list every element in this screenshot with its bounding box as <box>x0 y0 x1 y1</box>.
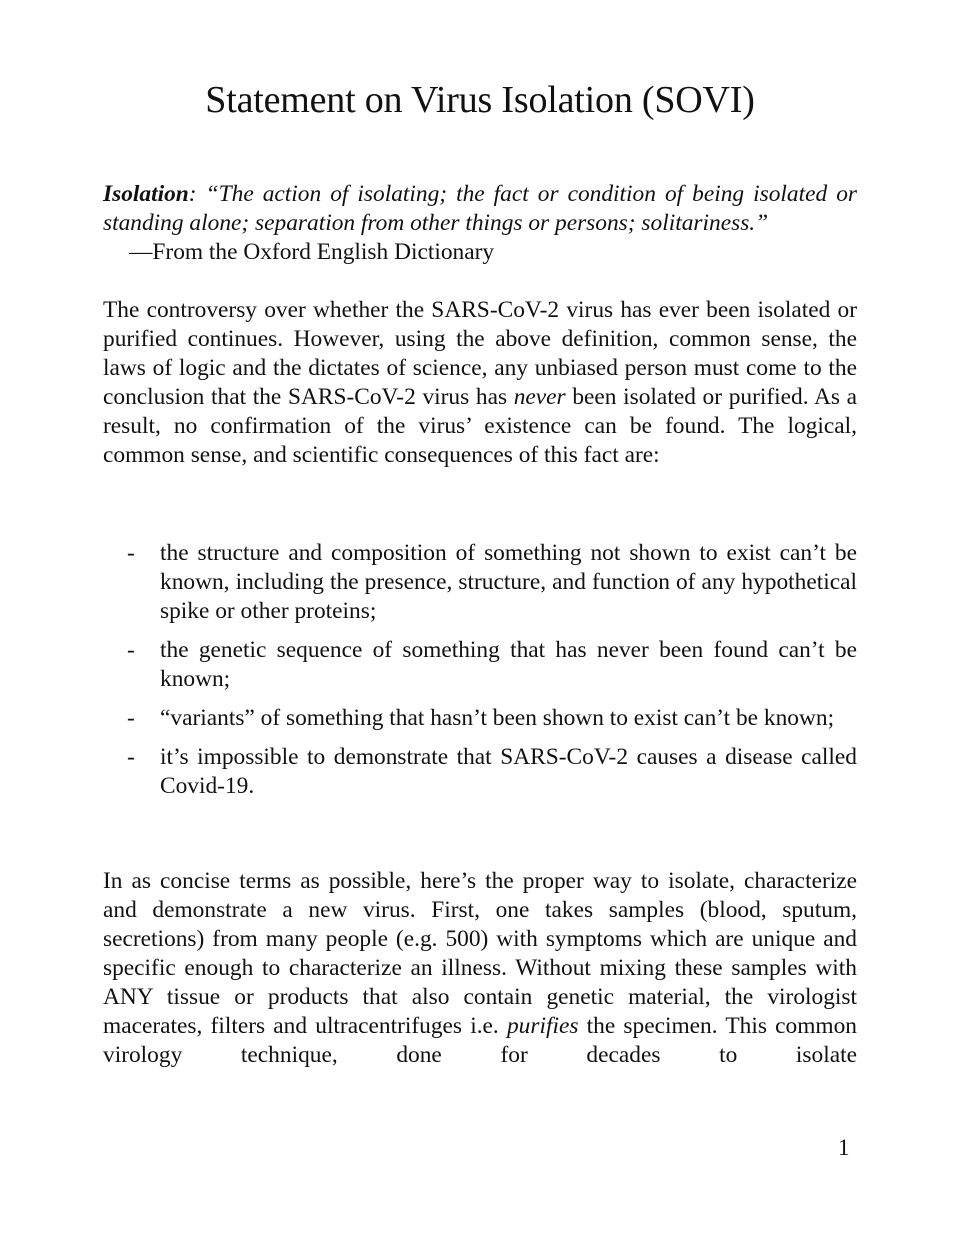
paragraph-intro <box>103 296 857 470</box>
definition-block <box>103 180 857 267</box>
paragraph-method-part2: the specimen. This common virology technique, done for decades to isolate <box>103 1013 858 1068</box>
list-item <box>103 636 857 694</box>
paragraph-method <box>103 867 857 1070</box>
definition-quote-block <box>103 180 857 238</box>
dash-bullet-icon: - <box>127 744 135 770</box>
list-item-text: the genetic sequence of something that has never been found can’t be known; <box>160 637 857 692</box>
paragraph-intro-part1: The controversy over whether the SARS-CoV-2 virus has ever been isolated or purified continues. However, using the above definition, common sense, the laws of logic and the dictates of science, any unbiased person must come to the conclusion that the SARS-CoV-2 virus has <box>103 297 857 410</box>
dash-bullet-icon: - <box>127 540 135 566</box>
definition-source: —From the Oxford English Dictionary <box>129 239 495 265</box>
list-item-text: “variants” of something that hasn’t been shown to exist can’t be known; <box>160 705 835 731</box>
list-item <box>103 539 857 626</box>
paragraph-intro-part2: been isolated or purified. As a result, no confirmation of the virus’ existence can be found. The logical, common sense, and scientific consequences of this fact are: <box>103 384 857 468</box>
list-item <box>103 704 857 733</box>
paragraph-intro-emphasis: never <box>513 384 566 410</box>
dash-bullet-icon: - <box>127 637 135 663</box>
definition-term: Isolation <box>103 181 189 207</box>
list-item-text: it’s impossible to demonstrate that SARS-CoV-2 causes a disease called Covid-19. <box>160 744 857 799</box>
page-number: 1 <box>838 1135 850 1160</box>
list-item-text: the structure and composition of something not shown to exist can’t be known, including the presence, structure, and function of any hypothetical spike or other proteins; <box>160 540 857 624</box>
list-item <box>103 743 857 801</box>
paragraph-method-part1: In as concise terms as possible, here’s the proper way to isolate, characterize and demonstrate a new virus. First, one takes samples (blood, sputum, secretions) from many people (e.g. 500) with symptoms which are unique and specific enough to characterize an illness. Without mixing these samples with ANY tissue or products that also contain genetic material, the virologist macerates, filters and ultracentrifuges i.e. <box>103 868 857 1039</box>
document-title: Statement on Virus Isolation (SOVI) <box>205 79 755 121</box>
consequences-list <box>103 539 857 811</box>
definition-quote: “The action of isolating; the fact or condition of being isolated or standing alone; separation from other things or persons; solitariness.” <box>103 181 858 236</box>
dash-bullet-icon: - <box>127 705 135 731</box>
definition-separator: : <box>188 181 206 207</box>
paragraph-method-emphasis: purifies <box>506 1013 579 1039</box>
